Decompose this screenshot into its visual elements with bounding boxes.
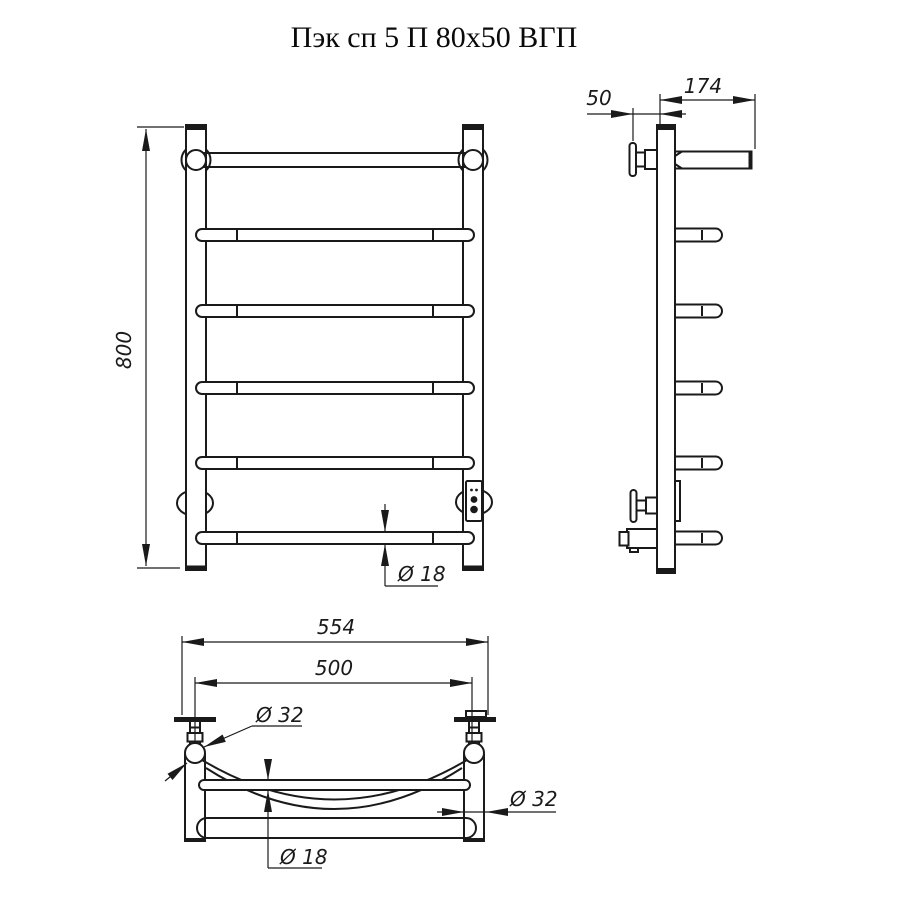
top-rail bbox=[196, 153, 473, 167]
corner-boss-right bbox=[463, 150, 483, 170]
arrowhead bbox=[264, 759, 272, 780]
dim-spacing-500 bbox=[195, 656, 472, 741]
post-circle-right bbox=[464, 743, 484, 763]
arrowhead bbox=[204, 735, 226, 748]
control-box-side bbox=[675, 481, 680, 521]
arrowhead bbox=[381, 510, 389, 532]
post-circle-left bbox=[185, 743, 205, 763]
arrowhead bbox=[442, 808, 464, 816]
top-view bbox=[174, 711, 496, 840]
arrowhead bbox=[142, 129, 150, 151]
rung-2 bbox=[196, 229, 474, 241]
corner-boss-left bbox=[186, 150, 206, 170]
dim-label-rung-diameter: Ø 18 bbox=[398, 562, 446, 586]
straight-rung-top bbox=[199, 780, 470, 790]
arrowhead bbox=[486, 808, 508, 816]
rung-5 bbox=[196, 457, 474, 469]
arrowhead bbox=[611, 110, 633, 118]
arrowhead bbox=[733, 96, 755, 104]
control-button-upper bbox=[471, 496, 478, 503]
top-shelf-side bbox=[675, 151, 751, 170]
mount-stem-right bbox=[467, 722, 482, 744]
arrowhead bbox=[660, 96, 682, 104]
dim-label-post-diameter: Ø 32 bbox=[256, 703, 304, 727]
flange-tab-right bbox=[466, 711, 486, 717]
control-box bbox=[466, 481, 482, 521]
front-shelf-bar bbox=[197, 818, 476, 838]
dim-label-mount-spacing: 500 bbox=[314, 656, 354, 680]
drawing-title: Пэк сп 5 П 80x50 ВГП bbox=[290, 21, 578, 54]
wall-bracket-bottom bbox=[631, 490, 659, 522]
arrowhead bbox=[142, 544, 150, 566]
dia-32-bar bbox=[437, 787, 558, 816]
arrowhead bbox=[264, 790, 272, 812]
dim-label-rung-diameter-top: Ø 18 bbox=[280, 845, 328, 869]
arrowhead bbox=[195, 679, 217, 687]
side-view bbox=[620, 125, 751, 573]
indicator-dot-left bbox=[470, 489, 473, 492]
dim-label-shelf-depth: 174 bbox=[683, 74, 723, 98]
dim-height-800 bbox=[112, 127, 184, 568]
rung-3 bbox=[196, 305, 474, 317]
side-post bbox=[657, 125, 675, 573]
dim-label-overall-width: 554 bbox=[316, 615, 356, 639]
arrowhead bbox=[381, 544, 389, 566]
arrowhead bbox=[182, 638, 204, 646]
left-post bbox=[186, 125, 206, 570]
rung-6 bbox=[196, 532, 474, 544]
dim-label-wall-offset: 50 bbox=[586, 86, 612, 110]
arrowhead bbox=[450, 679, 472, 687]
control-button-lower bbox=[470, 506, 478, 514]
dim-label-shelf-bar-diameter: Ø 32 bbox=[510, 787, 558, 811]
shelf-arm-right bbox=[464, 755, 484, 839]
rung-4 bbox=[196, 382, 474, 394]
dia-18-top bbox=[264, 759, 328, 869]
indicator-dot-right bbox=[475, 489, 478, 492]
heating-element bbox=[620, 529, 658, 552]
dim-label-height: 800 bbox=[112, 330, 136, 370]
arrowhead bbox=[660, 110, 682, 118]
arrowhead bbox=[466, 638, 488, 646]
wall-bracket-top bbox=[630, 143, 659, 176]
front-view bbox=[177, 125, 492, 570]
shelf-arm-left bbox=[185, 755, 205, 839]
